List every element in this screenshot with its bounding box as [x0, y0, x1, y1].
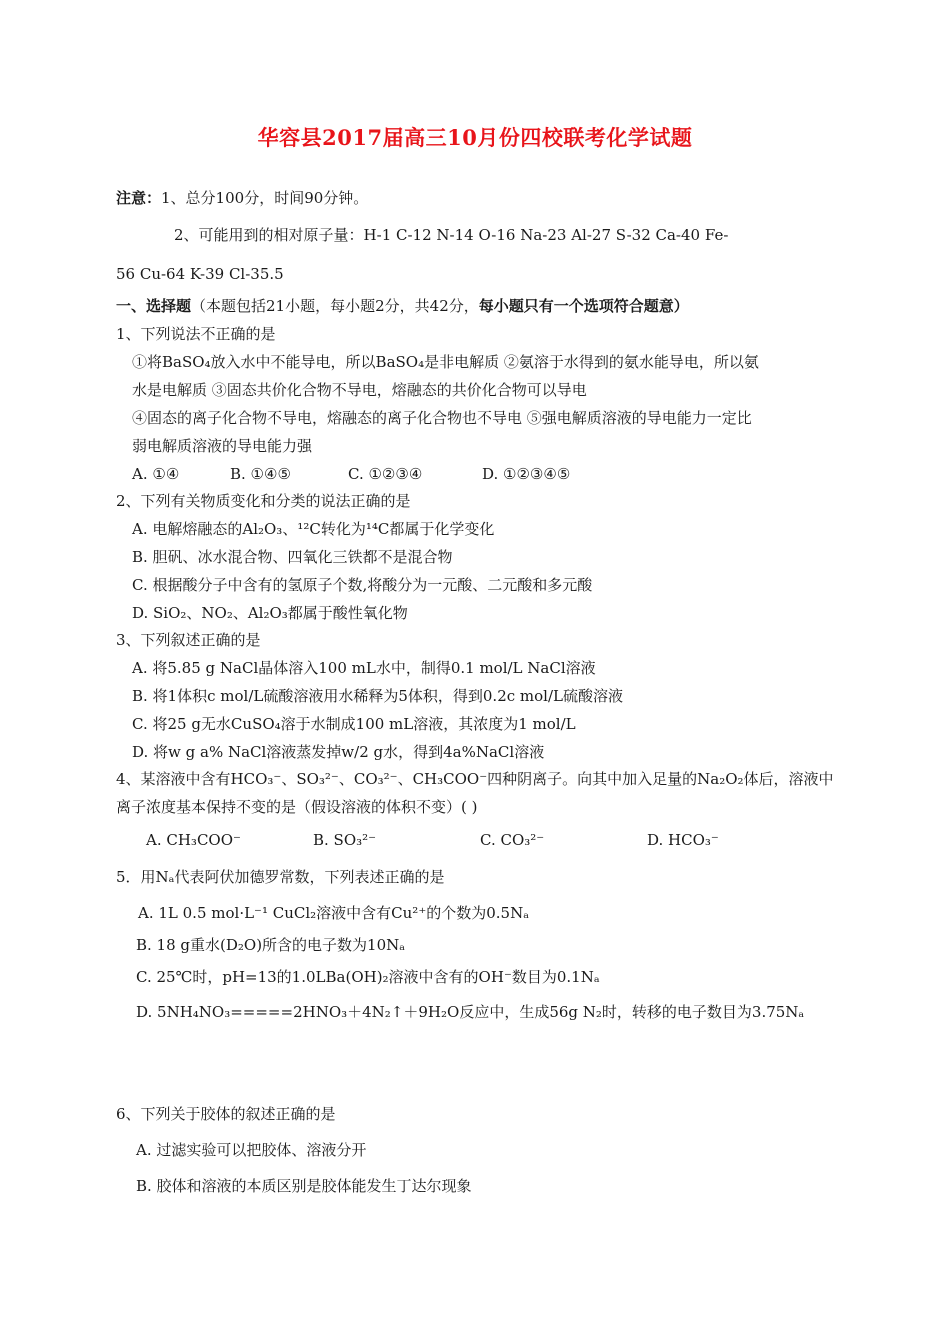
- q4-option-c: C. CO₃²⁻: [480, 831, 545, 849]
- section-head: 一、选择题: [116, 297, 192, 315]
- q1-options: [132, 463, 570, 485]
- section-desc: （本题包括21小题，每小题2分，共42分，: [191, 297, 479, 315]
- q1-statement-line-4: 弱电解质溶液的导电能力强: [132, 437, 313, 455]
- q4-stem-line-1: 4、某溶液中含有HCO₃⁻、SO₃²⁻、CO₃²⁻、CH₃COO⁻四种阴离子。向其中加入足量的Na₂O₂体后，溶液中: [116, 770, 834, 788]
- q1-statement-line-2: 水是电解质 ③固态共价化合物不导电，熔融态的共价化合物可以导电: [132, 381, 587, 399]
- notice-line-1: [116, 187, 368, 209]
- q6-option-b: B. 胶体和溶液的本质区别是胶体能发生丁达尔现象: [136, 1177, 472, 1195]
- q4-stem-line-2: 离子浓度基本保持不变的是（假设溶液的体积不变）( ): [116, 798, 478, 816]
- notice-label: 注意：: [116, 189, 162, 207]
- notice-item-2-cont: 56 Cu-64 K-39 Cl-35.5: [116, 265, 284, 283]
- q4-options: [146, 829, 719, 851]
- q5-option-a: A. 1L 0.5 mol·L⁻¹ CuCl₂溶液中含有Cu²⁺的个数为0.5Nₐ: [138, 904, 530, 922]
- q6-stem: 6、下列关于胶体的叙述正确的是: [116, 1105, 336, 1123]
- q5-stem: 5．用Nₐ代表阿伏加德罗常数，下列表述正确的是: [116, 868, 445, 886]
- q1-option-d: D. ①②③④⑤: [482, 465, 571, 483]
- q3-option-a: A. 将5.85 g NaCl晶体溶入100 mL水中，制得0.1 mol/L NaCl溶液: [132, 659, 596, 677]
- q1-option-c: C. ①②③④: [348, 465, 423, 483]
- q5-option-b: B. 18 g重水(D₂O)所含的电子数为10Nₐ: [136, 936, 406, 954]
- q1-statement-line-3: ④固态的离子化合物不导电，熔融态的离子化合物也不导电 ⑤强电解质溶液的导电能力一定比: [132, 409, 752, 427]
- q1-option-b: B. ①④⑤: [230, 465, 291, 483]
- q3-stem: 3、下列叙述正确的是: [116, 631, 261, 649]
- q2-option-c: C. 根据酸分子中含有的氢原子个数,将酸分为一元酸、二元酸和多元酸: [132, 576, 593, 594]
- section-emphasis: 每小题只有一个选项符合题意）: [478, 297, 689, 315]
- q1-statement-line-1: ①将BaSO₄放入水中不能导电，所以BaSO₄是非电解质 ②氨溶于水得到的氨水能导电，所以氨: [132, 353, 759, 371]
- q4-option-b: B. SO₃²⁻: [313, 831, 377, 849]
- q3-option-d: D. 将w g a% NaCl溶液蒸发掉w/2 g水，得到4a%NaCl溶液: [132, 743, 545, 761]
- q3-option-c: C. 将25 g无水CuSO₄溶于水制成100 mL溶液，其浓度为1 mol/L: [132, 715, 576, 733]
- notice-item-1: 1、总分100分，时间90分钟。: [161, 189, 369, 207]
- exam-title: 华容县2017届高三10月份四校联考化学试题: [257, 125, 693, 150]
- q2-stem: 2、下列有关物质变化和分类的说法正确的是: [116, 492, 411, 510]
- q2-option-a: A. 电解熔融态的Al₂O₃、¹²C转化为¹⁴C都属于化学变化: [132, 520, 495, 538]
- q1-option-a: A. ①④: [132, 465, 180, 483]
- q6-option-a: A. 过滤实验可以把胶体、溶液分开: [136, 1141, 367, 1159]
- q2-option-d: D. SiO₂、NO₂、Al₂O₃都属于酸性氧化物: [132, 604, 408, 622]
- q4-option-d: D. HCO₃⁻: [647, 831, 719, 849]
- q4-option-a: A. CH₃COO⁻: [146, 831, 241, 849]
- q5-option-d: D. 5NH₄NO₃=====2HNO₃＋4N₂↑＋9H₂O反应中，生成56g N₂时，转移的电子数目为3.75Nₐ: [136, 1003, 805, 1021]
- q1-stem: 1、下列说法不正确的是: [116, 325, 276, 343]
- section-header: [116, 295, 689, 317]
- q2-option-b: B. 胆矾、冰水混合物、四氧化三铁都不是混合物: [132, 548, 453, 566]
- q5-option-c: C. 25℃时，pH=13的1.0LBa(OH)₂溶液中含有的OH⁻数目为0.1Nₐ: [136, 968, 600, 986]
- notice-item-2: 2、可能用到的相对原子量：H-1 C-12 N-14 O-16 Na-23 Al-27 S-32 Ca-40 Fe-: [174, 226, 729, 244]
- q3-option-b: B. 将1体积c mol/L硫酸溶液用水稀释为5体积，得到0.2c mol/L硫酸溶液: [132, 687, 623, 705]
